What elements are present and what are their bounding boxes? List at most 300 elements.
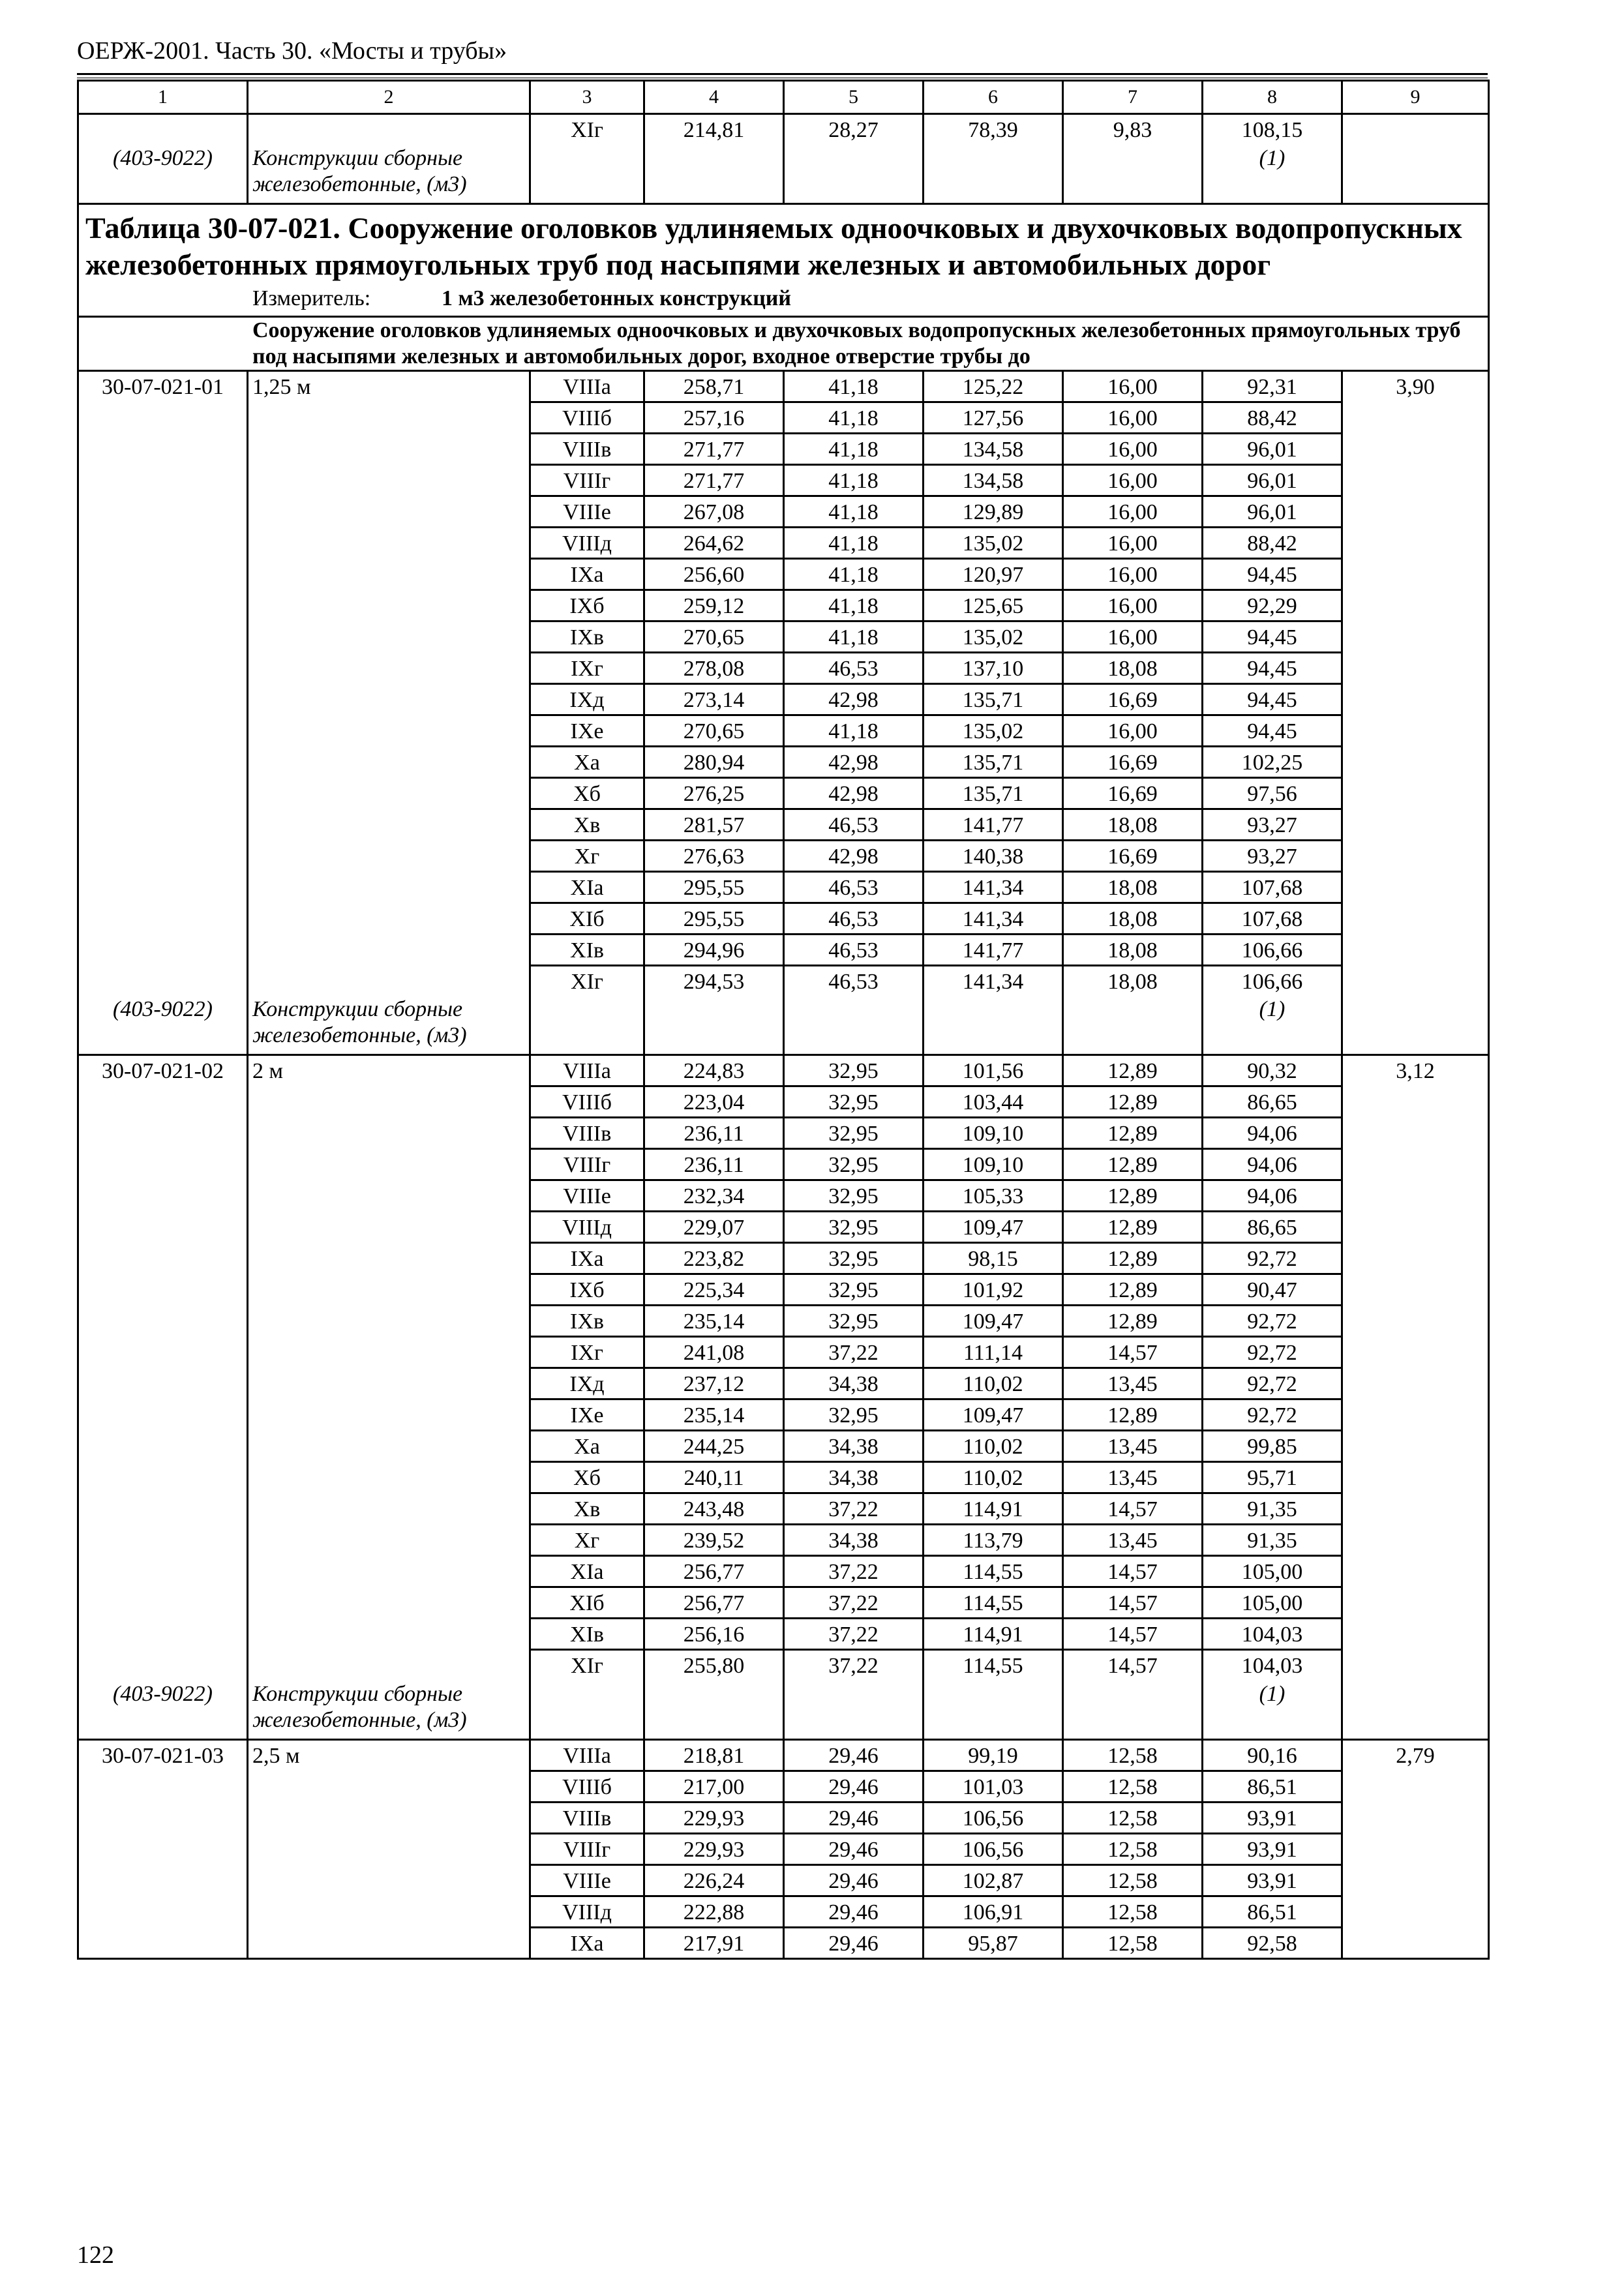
value-cell: 32,95 (784, 1274, 924, 1306)
table-row (78, 1493, 1489, 1525)
value-cell: 135,71 (924, 777, 1063, 809)
material-qty: (1) (1203, 145, 1342, 204)
value-cell: 94,45 (1203, 715, 1342, 746)
value-cell: 241,08 (644, 1337, 784, 1368)
value-cell: 229,07 (644, 1212, 784, 1243)
value-cell: 41,18 (784, 402, 924, 433)
value-cell: 110,02 (924, 1462, 1063, 1493)
column-number: 2 (248, 81, 530, 114)
value-cell: 98,15 (924, 1243, 1063, 1274)
class-cell: VIIIа (530, 1739, 644, 1771)
value-cell: 226,24 (644, 1864, 784, 1896)
value-cell: 97,56 (1203, 777, 1342, 809)
class-cell: VIIIв (530, 1118, 644, 1149)
value-cell: 236,11 (644, 1149, 784, 1180)
table-row (78, 1525, 1489, 1556)
value-cell: 32,95 (784, 1149, 924, 1180)
value-cell: 41,18 (784, 621, 924, 652)
table-row (78, 1274, 1489, 1306)
value-cell: 105,00 (1203, 1556, 1342, 1587)
value-cell: 32,95 (784, 1180, 924, 1212)
value-cell: 114,91 (924, 1619, 1063, 1650)
value-cell: 18,08 (1063, 965, 1203, 996)
value-cell: 141,34 (924, 965, 1063, 996)
value-cell: 86,65 (1203, 1086, 1342, 1118)
value-cell: 32,95 (784, 1306, 924, 1337)
value-cell: 92,58 (1203, 1927, 1342, 1958)
value-cell: 13,45 (1063, 1368, 1203, 1399)
value-cell: 95,87 (924, 1927, 1063, 1958)
class-cell: VIIIб (530, 1086, 644, 1118)
value-cell: 141,34 (924, 871, 1063, 903)
class-cell: VIIIе (530, 1180, 644, 1212)
value-cell: 281,57 (644, 809, 784, 840)
class-cell: Xб (530, 777, 644, 809)
value-cell: 294,53 (644, 965, 784, 996)
column-number: 7 (1063, 81, 1203, 114)
material-row (78, 996, 1489, 1055)
column-number: 8 (1203, 81, 1342, 114)
value-cell: 16,00 (1063, 558, 1203, 590)
table-row (78, 1833, 1489, 1864)
value-cell: 86,65 (1203, 1212, 1342, 1243)
value-cell: 235,14 (644, 1399, 784, 1431)
table-row (78, 1650, 1489, 1681)
value-cell: 106,66 (1203, 934, 1342, 965)
value-cell: 34,38 (784, 1431, 924, 1462)
value-cell: 34,38 (784, 1525, 924, 1556)
table-row (78, 809, 1489, 840)
class-cell: XIг (530, 1650, 644, 1681)
value-cell: 41,18 (784, 715, 924, 746)
class-cell: VIIIд (530, 1212, 644, 1243)
norms-table (77, 80, 1490, 1960)
table-row (78, 1368, 1489, 1399)
column-number: 1 (78, 81, 248, 114)
value-cell: 12,58 (1063, 1739, 1203, 1771)
value-cell: 12,58 (1063, 1771, 1203, 1802)
material-row (78, 1681, 1489, 1740)
class-cell: XIа (530, 1556, 644, 1587)
value-cell: 103,44 (924, 1086, 1063, 1118)
class-cell: Xа (530, 1431, 644, 1462)
class-cell: IXд (530, 683, 644, 715)
column-number: 3 (530, 81, 644, 114)
table-row (78, 1243, 1489, 1274)
value-cell: 29,46 (784, 1833, 924, 1864)
value-cell: 14,57 (1063, 1650, 1203, 1681)
table-row (78, 1306, 1489, 1337)
value-cell: 90,32 (1203, 1055, 1342, 1086)
value-cell: 13,45 (1063, 1462, 1203, 1493)
value-cell: 16,69 (1063, 683, 1203, 715)
value-cell: 12,89 (1063, 1086, 1203, 1118)
value-cell: 41,18 (784, 590, 924, 621)
class-cell: IXа (530, 558, 644, 590)
value-cell: 92,72 (1203, 1243, 1342, 1274)
value-cell: 18,08 (1063, 652, 1203, 683)
value-cell: 280,94 (644, 746, 784, 777)
class-cell: IXа (530, 1927, 644, 1958)
column-number: 9 (1342, 81, 1489, 114)
value-cell: 93,27 (1203, 809, 1342, 840)
value-cell: 42,98 (784, 840, 924, 871)
class-cell: Xб (530, 1462, 644, 1493)
class-cell: IXе (530, 1399, 644, 1431)
value-cell: 141,34 (924, 903, 1063, 934)
material-qty: (1) (1203, 1681, 1342, 1740)
value-cell: 96,01 (1203, 464, 1342, 496)
value-cell: 95,71 (1203, 1462, 1342, 1493)
value-cell: 270,65 (644, 621, 784, 652)
material-code: (403-9022) (78, 996, 248, 1055)
header-rule (77, 73, 1488, 75)
value-cell: 106,66 (1203, 965, 1342, 996)
value-cell: 135,02 (924, 527, 1063, 558)
class-cell: VIIIа (530, 1055, 644, 1086)
class-cell: XIв (530, 934, 644, 965)
value-cell: 239,52 (644, 1525, 784, 1556)
table-row (78, 1399, 1489, 1431)
class-cell: Xг (530, 1525, 644, 1556)
value-cell: 294,96 (644, 934, 784, 965)
value-cell: 12,89 (1063, 1399, 1203, 1431)
value-cell: 259,12 (644, 590, 784, 621)
value-cell: 78,39 (924, 114, 1063, 145)
value-cell: 109,47 (924, 1306, 1063, 1337)
value-cell: 16,00 (1063, 402, 1203, 433)
table-row (78, 1118, 1489, 1149)
class-cell: IXе (530, 715, 644, 746)
table-row (78, 1927, 1489, 1958)
value-cell: 12,58 (1063, 1802, 1203, 1833)
value-cell: 29,46 (784, 1864, 924, 1896)
value-cell: 135,71 (924, 746, 1063, 777)
value-cell: 101,03 (924, 1771, 1063, 1802)
table-row (78, 527, 1489, 558)
table-row (78, 934, 1489, 965)
weight-cell: 3,12 (1342, 1055, 1489, 1086)
table-row (78, 1086, 1489, 1118)
table-row (78, 590, 1489, 621)
class-cell: VIIIг (530, 1833, 644, 1864)
value-cell: 93,91 (1203, 1864, 1342, 1896)
weight-cell: 3,90 (1342, 370, 1489, 402)
section-desc-row (78, 316, 1489, 370)
value-cell: 106,56 (924, 1833, 1063, 1864)
table-row (78, 1802, 1489, 1833)
table-row (78, 1896, 1489, 1927)
value-cell: 14,57 (1063, 1556, 1203, 1587)
table-row (78, 558, 1489, 590)
value-cell: 222,88 (644, 1896, 784, 1927)
table-row (78, 1149, 1489, 1180)
class-cell: XIв (530, 1619, 644, 1650)
table-row (78, 1337, 1489, 1368)
material-name: Конструкции сборные железобетонные, (м3) (248, 1681, 530, 1740)
class-cell: VIIIе (530, 496, 644, 527)
norm-code: 30-07-021-03 (78, 1739, 248, 1771)
value-cell: 135,71 (924, 683, 1063, 715)
value-cell: 41,18 (784, 527, 924, 558)
value-cell: 256,60 (644, 558, 784, 590)
value-cell: 267,08 (644, 496, 784, 527)
value-cell: 46,53 (784, 965, 924, 996)
value-cell: 114,55 (924, 1556, 1063, 1587)
value-cell: 244,25 (644, 1431, 784, 1462)
value-cell: 110,02 (924, 1368, 1063, 1399)
material-row (78, 145, 1489, 204)
measure-label: Измеритель: (252, 286, 371, 310)
value-cell: 105,33 (924, 1180, 1063, 1212)
value-cell: 93,27 (1203, 840, 1342, 871)
value-cell: 94,45 (1203, 558, 1342, 590)
value-cell: 295,55 (644, 903, 784, 934)
value-cell: 92,29 (1203, 590, 1342, 621)
section-description: Сооружение оголовков удлиняемых одноочковых и двухочковых водопропускных железобетонных прямоугольных труб под насыпями железных и автомобильных дорог, входное отверстие трубы до (78, 316, 1489, 370)
table-row (78, 715, 1489, 746)
class-cell: IXа (530, 1243, 644, 1274)
value-cell: 217,00 (644, 1771, 784, 1802)
value-cell: 12,89 (1063, 1243, 1203, 1274)
value-cell: 37,22 (784, 1556, 924, 1587)
material-name: Конструкции сборные железобетонные, (м3) (248, 996, 530, 1055)
value-cell: 18,08 (1063, 934, 1203, 965)
table-row (78, 1619, 1489, 1650)
value-cell: 295,55 (644, 871, 784, 903)
value-cell: 125,22 (924, 370, 1063, 402)
table-row (78, 746, 1489, 777)
value-cell: 92,72 (1203, 1399, 1342, 1431)
value-cell: 141,77 (924, 934, 1063, 965)
value-cell: 42,98 (784, 746, 924, 777)
table-row (78, 370, 1489, 402)
value-cell: 13,45 (1063, 1525, 1203, 1556)
value-cell: 34,38 (784, 1368, 924, 1399)
table-title: Таблица 30-07-021. Сооружение оголовков удлиняемых одноочковых и двухочковых водопропускных железобетонных прямоугольных труб под насыпями железных и автомобильных дорог (85, 211, 1462, 281)
class-cell: XIг (530, 114, 644, 145)
table-row (78, 1739, 1489, 1771)
value-cell: 16,00 (1063, 464, 1203, 496)
value-cell: 237,12 (644, 1368, 784, 1399)
norm-code: 30-07-021-01 (78, 370, 248, 402)
class-cell: IXб (530, 590, 644, 621)
value-cell: 46,53 (784, 871, 924, 903)
value-cell: 104,03 (1203, 1619, 1342, 1650)
value-cell: 271,77 (644, 433, 784, 464)
norm-name: 2 м (248, 1055, 530, 1086)
value-cell: 18,08 (1063, 903, 1203, 934)
value-cell: 271,77 (644, 464, 784, 496)
value-cell: 37,22 (784, 1337, 924, 1368)
value-cell: 134,58 (924, 433, 1063, 464)
value-cell: 125,65 (924, 590, 1063, 621)
value-cell: 18,08 (1063, 809, 1203, 840)
column-number-row (78, 81, 1489, 114)
value-cell: 12,89 (1063, 1149, 1203, 1180)
value-cell: 16,00 (1063, 621, 1203, 652)
value-cell: 12,58 (1063, 1864, 1203, 1896)
value-cell: 29,46 (784, 1771, 924, 1802)
value-cell: 16,00 (1063, 433, 1203, 464)
table-row (78, 1771, 1489, 1802)
value-cell: 137,10 (924, 652, 1063, 683)
value-cell: 32,95 (784, 1243, 924, 1274)
table-row (78, 652, 1489, 683)
value-cell: 264,62 (644, 527, 784, 558)
value-cell: 16,00 (1063, 527, 1203, 558)
table-row (78, 402, 1489, 433)
table-title-row (78, 203, 1489, 316)
table-row (78, 496, 1489, 527)
value-cell: 109,47 (924, 1399, 1063, 1431)
class-cell: VIIIд (530, 527, 644, 558)
value-cell: 12,89 (1063, 1274, 1203, 1306)
value-cell: 107,68 (1203, 903, 1342, 934)
table-row (78, 1180, 1489, 1212)
page-header: ОЕРЖ-2001. Часть 30. «Мосты и трубы» (77, 37, 507, 65)
value-cell: 255,80 (644, 1650, 784, 1681)
value-cell: 16,69 (1063, 746, 1203, 777)
value-cell: 99,19 (924, 1739, 1063, 1771)
value-cell: 92,72 (1203, 1306, 1342, 1337)
value-cell: 16,00 (1063, 715, 1203, 746)
value-cell: 12,89 (1063, 1212, 1203, 1243)
value-cell: 41,18 (784, 464, 924, 496)
table-row (78, 1864, 1489, 1896)
class-cell: VIIIе (530, 1864, 644, 1896)
class-cell: IXв (530, 1306, 644, 1337)
table-row (78, 1431, 1489, 1462)
class-cell: VIIIд (530, 1896, 644, 1927)
value-cell: 18,08 (1063, 871, 1203, 903)
value-cell: 37,22 (784, 1650, 924, 1681)
class-cell: XIг (530, 965, 644, 996)
value-cell: 91,35 (1203, 1493, 1342, 1525)
value-cell: 41,18 (784, 433, 924, 464)
value-cell: 105,00 (1203, 1587, 1342, 1619)
value-cell: 86,51 (1203, 1771, 1342, 1802)
value-cell: 37,22 (784, 1493, 924, 1525)
value-cell: 14,57 (1063, 1619, 1203, 1650)
class-cell: VIIIв (530, 433, 644, 464)
value-cell: 109,10 (924, 1118, 1063, 1149)
value-cell: 46,53 (784, 903, 924, 934)
material-code: (403-9022) (78, 145, 248, 204)
class-cell: XIа (530, 871, 644, 903)
class-cell: VIIIг (530, 464, 644, 496)
class-cell: IXг (530, 652, 644, 683)
value-cell: 257,16 (644, 402, 784, 433)
value-cell: 229,93 (644, 1802, 784, 1833)
value-cell: 9,83 (1063, 114, 1203, 145)
value-cell: 135,02 (924, 715, 1063, 746)
class-cell: VIIIа (530, 370, 644, 402)
value-cell: 94,45 (1203, 621, 1342, 652)
value-cell: 229,93 (644, 1833, 784, 1864)
value-cell: 42,98 (784, 683, 924, 715)
class-cell: VIIIв (530, 1802, 644, 1833)
class-cell: XIб (530, 1587, 644, 1619)
value-cell: 92,72 (1203, 1337, 1342, 1368)
class-cell: Xв (530, 809, 644, 840)
value-cell: 12,89 (1063, 1306, 1203, 1337)
value-cell: 32,95 (784, 1212, 924, 1243)
value-cell: 46,53 (784, 934, 924, 965)
norm-name: 2,5 м (248, 1739, 530, 1771)
value-cell: 93,91 (1203, 1833, 1342, 1864)
value-cell: 236,11 (644, 1118, 784, 1149)
column-number: 4 (644, 81, 784, 114)
value-cell: 94,45 (1203, 683, 1342, 715)
value-cell: 110,02 (924, 1431, 1063, 1462)
value-cell: 111,14 (924, 1337, 1063, 1368)
value-cell: 32,95 (784, 1399, 924, 1431)
value-cell: 16,00 (1063, 496, 1203, 527)
table-row (78, 871, 1489, 903)
value-cell: 108,15 (1203, 114, 1342, 145)
value-cell: 256,16 (644, 1619, 784, 1650)
value-cell: 270,65 (644, 715, 784, 746)
value-cell: 94,06 (1203, 1149, 1342, 1180)
value-cell: 12,58 (1063, 1833, 1203, 1864)
value-cell: 113,79 (924, 1525, 1063, 1556)
value-cell: 42,98 (784, 777, 924, 809)
material-qty: (1) (1203, 996, 1342, 1055)
value-cell: 12,89 (1063, 1055, 1203, 1086)
value-cell: 223,04 (644, 1086, 784, 1118)
value-cell: 107,68 (1203, 871, 1342, 903)
value-cell: 34,38 (784, 1462, 924, 1493)
value-cell: 14,57 (1063, 1493, 1203, 1525)
class-cell: VIIIг (530, 1149, 644, 1180)
value-cell: 14,57 (1063, 1337, 1203, 1368)
value-cell: 32,95 (784, 1086, 924, 1118)
table-row (78, 464, 1489, 496)
value-cell: 13,45 (1063, 1431, 1203, 1462)
value-cell: 96,01 (1203, 496, 1342, 527)
value-cell: 104,03 (1203, 1650, 1342, 1681)
value-cell: 92,31 (1203, 370, 1342, 402)
value-cell: 94,06 (1203, 1180, 1342, 1212)
value-cell: 232,34 (644, 1180, 784, 1212)
class-cell: VIIIб (530, 402, 644, 433)
value-cell: 88,42 (1203, 402, 1342, 433)
value-cell: 12,89 (1063, 1118, 1203, 1149)
value-cell: 41,18 (784, 558, 924, 590)
value-cell: 225,34 (644, 1274, 784, 1306)
table-row (78, 903, 1489, 934)
value-cell: 90,47 (1203, 1274, 1342, 1306)
value-cell: 141,77 (924, 809, 1063, 840)
value-cell: 109,10 (924, 1149, 1063, 1180)
value-cell: 101,56 (924, 1055, 1063, 1086)
weight-cell: 2,79 (1342, 1739, 1489, 1771)
value-cell: 240,11 (644, 1462, 784, 1493)
value-cell: 46,53 (784, 652, 924, 683)
value-cell: 273,14 (644, 683, 784, 715)
value-cell: 16,00 (1063, 590, 1203, 621)
table-row (78, 1212, 1489, 1243)
value-cell: 258,71 (644, 370, 784, 402)
table-row (78, 1587, 1489, 1619)
value-cell: 109,47 (924, 1212, 1063, 1243)
value-cell: 12,58 (1063, 1896, 1203, 1927)
value-cell: 106,91 (924, 1896, 1063, 1927)
class-cell: IXв (530, 621, 644, 652)
value-cell: 114,91 (924, 1493, 1063, 1525)
class-cell: IXг (530, 1337, 644, 1368)
